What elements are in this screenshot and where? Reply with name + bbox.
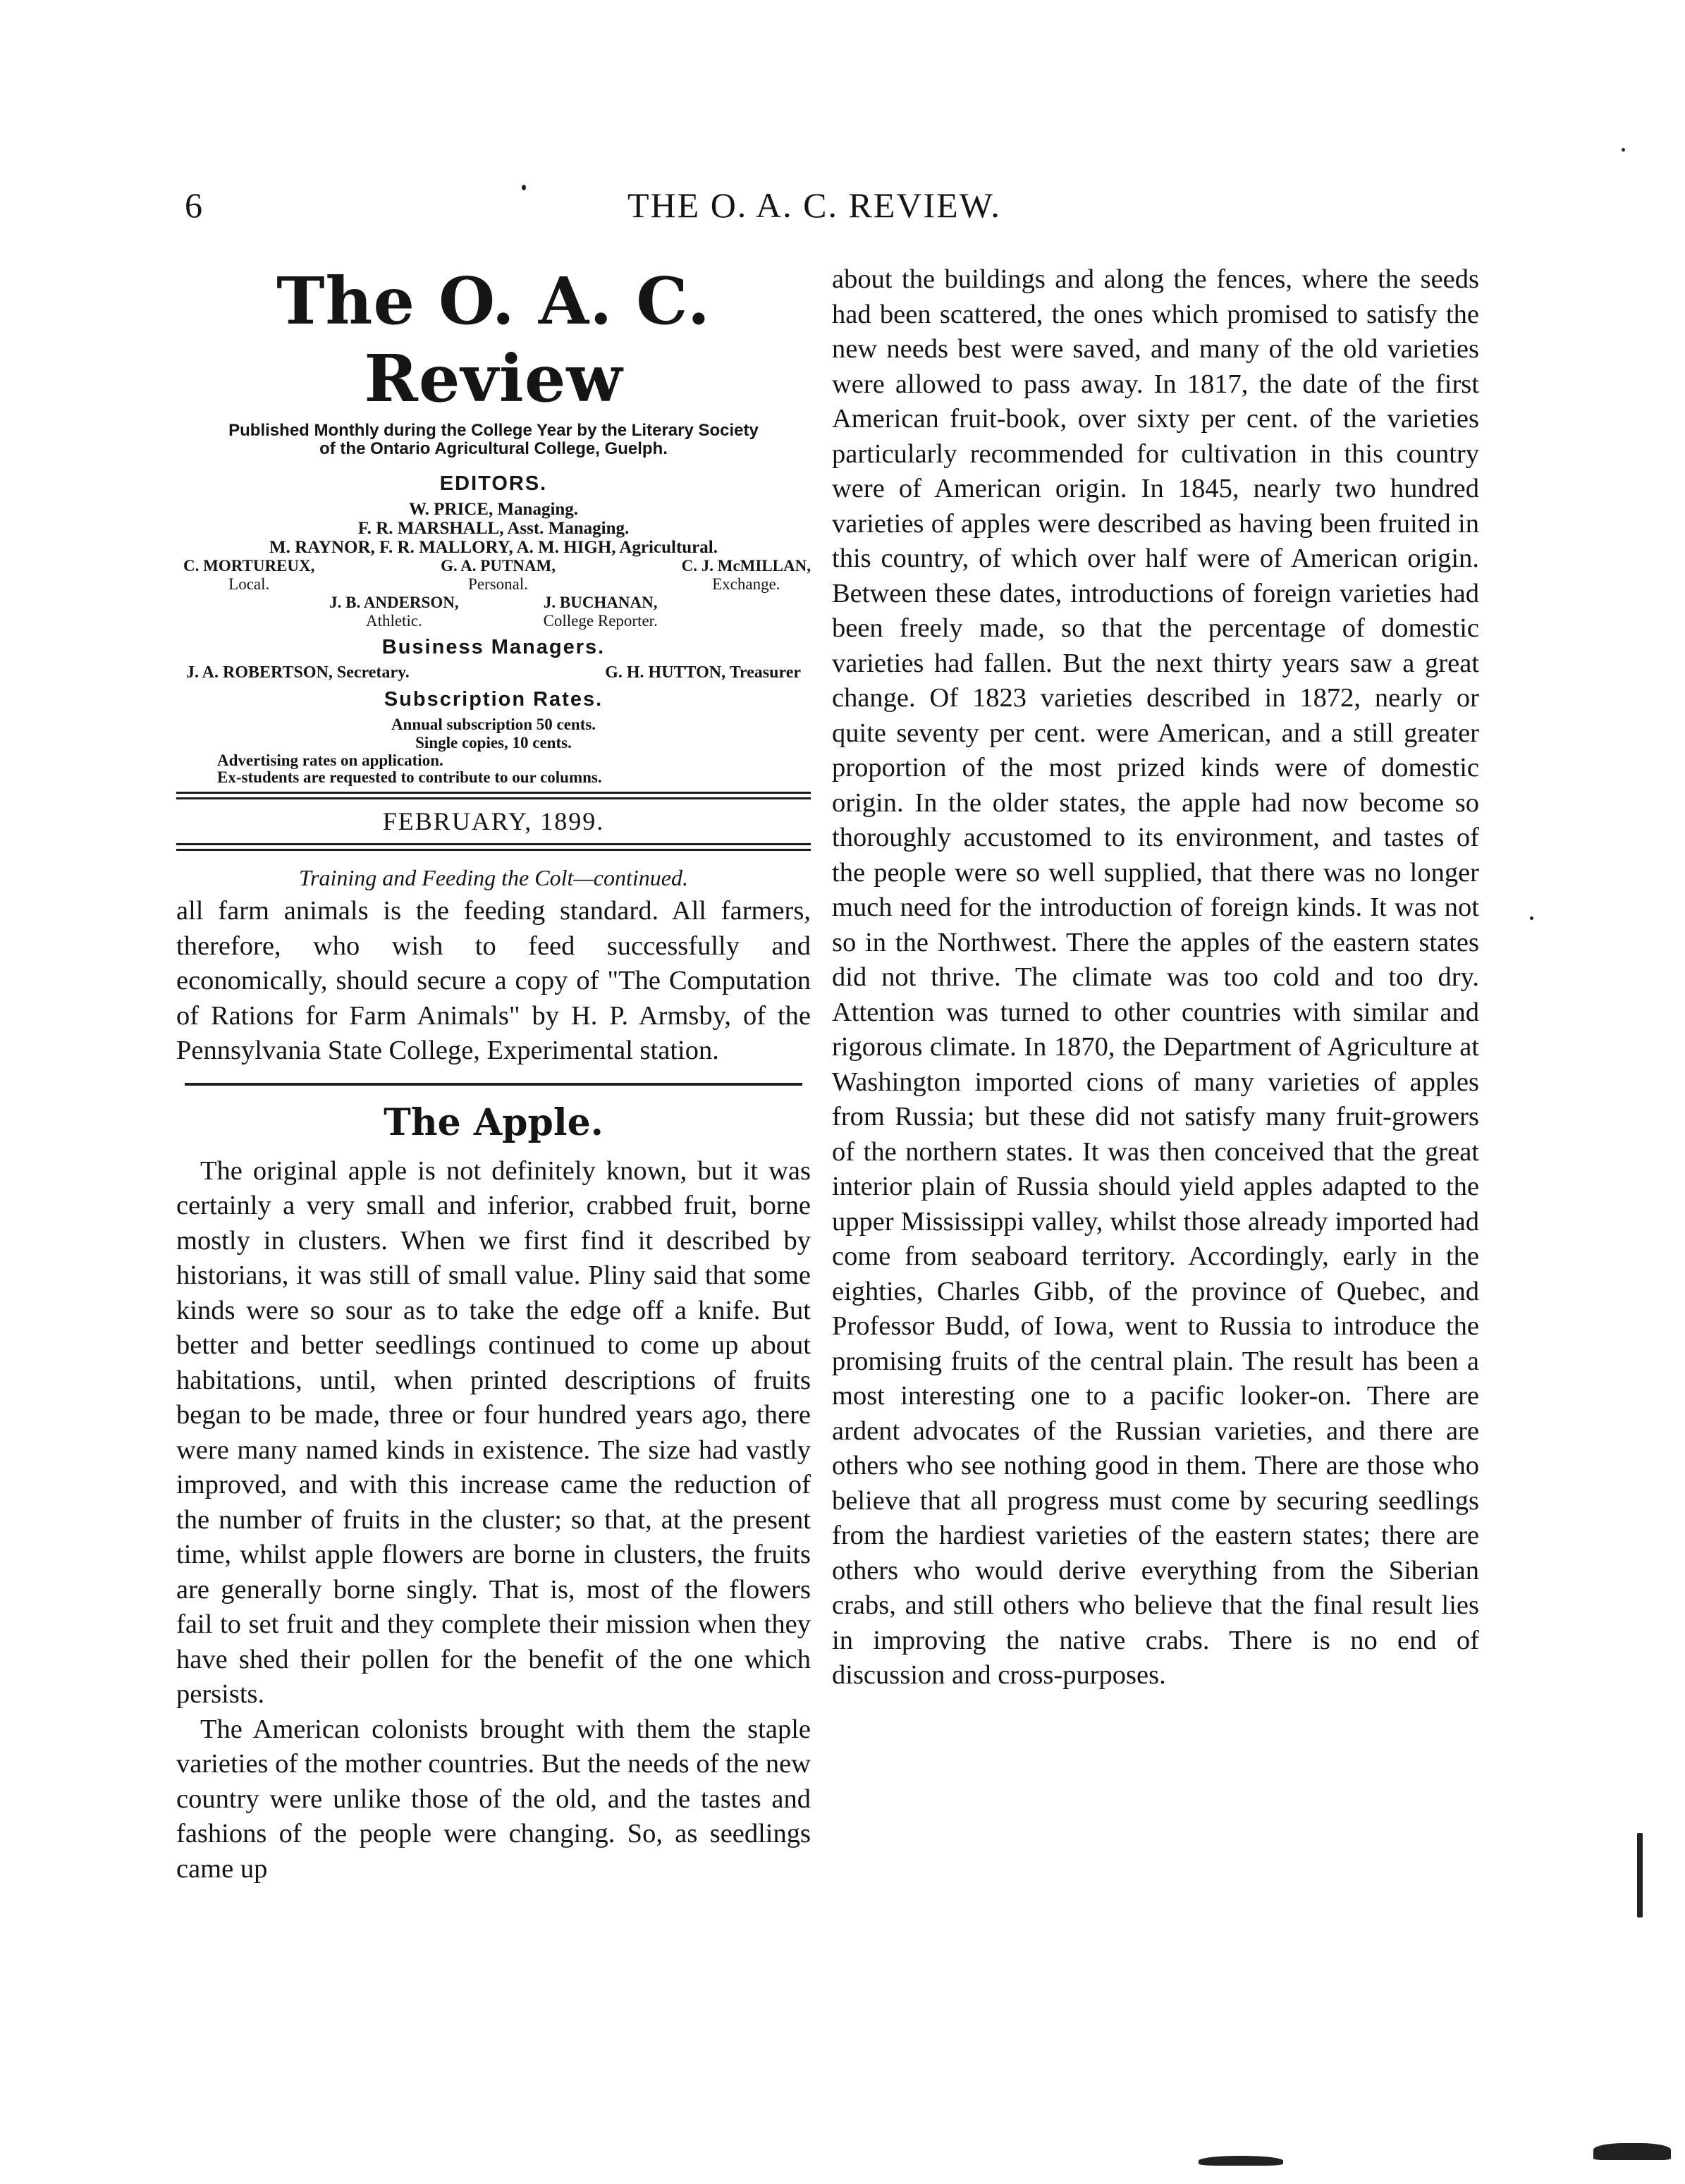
treasurer: G. H. HUTTON, Treasurer <box>605 663 801 682</box>
editor-local <box>183 557 314 594</box>
article-divider <box>185 1083 802 1086</box>
editors-heading: EDITORS. <box>439 472 548 495</box>
editor-reporter-role: College Reporter. <box>543 612 658 630</box>
editor-reporter-name: J. BUCHANAN, <box>543 594 658 611</box>
editor-athletic-name: J. B. ANDERSON, <box>329 594 459 611</box>
editor-athletic <box>329 594 458 630</box>
apple-paragraph-3: about the buildings and along the fences, where the seeds had been scattered, the ones which promised to satisfy the new needs best were saved, and many of the old varieties were allowed to pass away. In 1817, the date of the first American fruit-book, over sixty per cent. of the varieties particularly recommended for cultivation in this country were of American origin. In 1845, nearly two hundred varieties of apples were described as having been fruited in this country, of which over half were of American origin. Between these dates, introductions of foreign varieties had been freely made, so that the percentage of domestic varieties had fallen. But the next thirty years saw a great change. Of 1823 varieties described in 1872, nearly or quite seventy per cent. were American, and a still greater proportion of the most prized kinds were of domestic origin. In the older states, the apple had now become so thoroughly accustomed to its environment, and tastes of the people were so well supplied, that there was no longer much need for the introduction of foreign kinds. It was not so in the Northwest. There the apples of the eastern states did not thrive. The climate was too cold and too dry. Attention was turned to other countries with similar and rigorous climate. In 1870, the Department of Agriculture at Washington imported cions of many varieties of apples from Russia; but these did not satisfy many fruit-growers of the northern states. It was then conceived that the great interior plain of Russia should yield apples adapted to the upper Mississippi valley, whilst those already imported had come from seaboard territory. Accordingly, early in the eighties, Charles Gibb, of the province of Quebec, and Professor Budd, of Iowa, went to Russia to introduce the promising fruits of the central plain. The result has been a most interesting one to a pacific looker-on. There are ardent advocates of the Russian varieties, and there are others who see nothing good in them. There are those who believe that all progress must come by securing seedlings from the hardiest varieties of the eastern states; there are others who would derive everything from the Siberian crabs, and still others who believe that the final result lies in improving the native crabs. There is no end of discussion and cross-purposes. <box>832 264 1479 1690</box>
editor-exchange-name: C. J. McMILLAN, <box>681 557 811 575</box>
scan-speck <box>1622 148 1625 152</box>
publisher-statement <box>176 422 811 458</box>
continued-heading: Training and Feeding the Colt—continued. <box>299 865 688 890</box>
editor-exchange-role: Exchange. <box>712 575 780 593</box>
masthead-title: The O. A. C. Review <box>276 263 711 417</box>
annual-subscription: Annual subscription 50 cents. <box>391 716 596 733</box>
apple-paragraph-1: The original apple is not definitely known, but it was certainly a very small and inferior, crabbed fruit, borne mostly in clusters. When we first find it described by historians, it was still of small value. Pliny said that some kinds were so sour as to take the edge off a knife. But better and better seedlings continued to come up about habitations, until, when printed descriptions of fruits began to be made, three or four hundred years ago, there were many named kinds in existence. The size had vastly improved, and with this increase came the reduction of the number of fruits in the cluster; so that, at the present time, whilst apple flowers are borne in clusters, the fruits are generally borne singly. That is, most of the flowers fail to set fruit and they complete their mission when they have shed their pollen for the benefit of the one which persists. <box>176 1155 811 1709</box>
masthead-rule <box>176 792 811 799</box>
left-column <box>176 262 811 1887</box>
editor-local-role: Local. <box>228 575 270 593</box>
colt-article-text: all farm animals is the feeding standard. All farmers, therefore, who wish to feed successfully and economically, should secure a copy of "The Computation of Rations for Farm Animals" by H. P. Armsby, of the Pennsylvania State College, Experimental station. <box>176 896 811 1065</box>
editor-managing: W. PRICE, Managing. <box>408 500 579 519</box>
scan-speck <box>522 185 526 190</box>
scan-speck <box>1593 2143 1671 2160</box>
apple-article-title: The Apple. <box>384 1100 603 1144</box>
editor-reporter <box>544 594 658 630</box>
business-managers-heading: Business Managers. <box>381 636 606 658</box>
editor-asst-managing: F. R. MARSHALL, Asst. Managing. <box>357 519 630 538</box>
secretary: J. A. ROBERTSON, Secretary. <box>186 663 410 682</box>
issue-date: FEBRUARY, 1899. <box>382 807 605 835</box>
editor-local-name: C. MORTUREUX, <box>183 557 315 575</box>
advertising-note: Advertising rates on application. <box>217 751 443 769</box>
editors-agricultural: M. RAYNOR, F. R. MALLORY, A. M. HIGH, Agricultural. <box>269 538 718 557</box>
editor-personal <box>441 557 556 594</box>
running-title: THE O. A. C. REVIEW. <box>627 185 1001 225</box>
page-number: 6 <box>185 185 202 225</box>
editors-roster <box>176 500 811 630</box>
scan-speck <box>1637 1833 1643 1918</box>
editor-exchange <box>682 557 811 594</box>
right-column <box>832 262 1479 1693</box>
publisher-line-1: Published Monthly during the College Year by the Literary Society <box>228 421 759 440</box>
editor-athletic-role: Athletic. <box>365 612 422 630</box>
date-rule <box>176 843 811 851</box>
publisher-line-2: of the Ontario Agricultural College, Guelph. <box>319 439 668 458</box>
apple-paragraph-2: The American colonists brought with them the staple varieties of the mother countries. But the needs of the new country were unlike those of the old, and the tastes and fashions of the people were changing. So, as seedlings came up <box>176 1714 811 1884</box>
scan-speck <box>1199 2156 1283 2166</box>
single-copies: Single copies, 10 cents. <box>415 734 572 751</box>
editors-row-local <box>176 557 811 594</box>
subscription-heading: Subscription Rates. <box>384 688 603 711</box>
business-managers <box>176 663 811 682</box>
editor-personal-name: G. A. PUTNAM, <box>441 557 556 575</box>
ex-students-note: Ex-students are requested to contribute to our columns. <box>217 768 602 786</box>
editors-row-athletic <box>176 594 811 630</box>
editor-personal-role: Personal. <box>468 575 528 593</box>
scan-speck <box>1530 916 1533 920</box>
